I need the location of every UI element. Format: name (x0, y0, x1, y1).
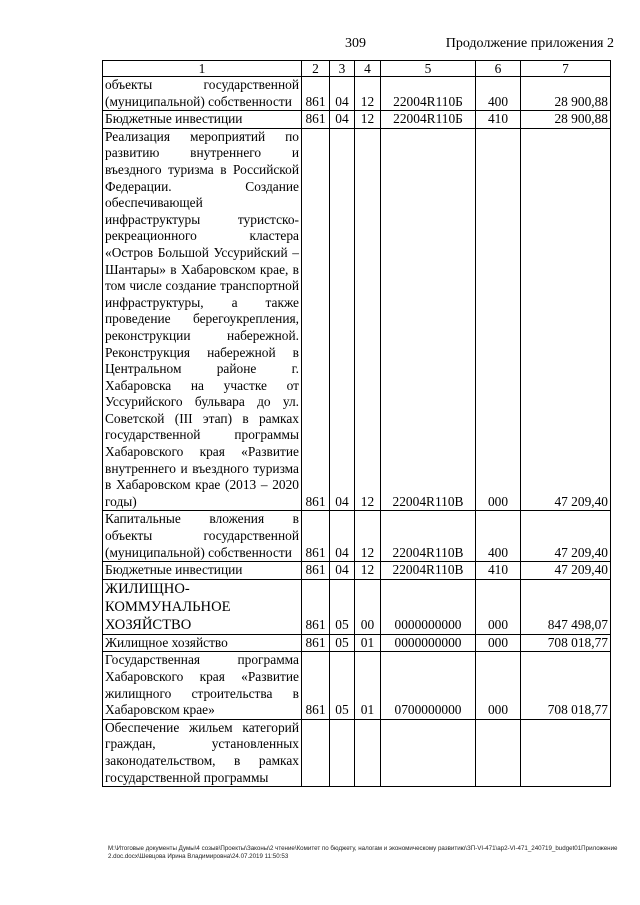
row-code-target-article: 22004R110В (381, 562, 476, 580)
row-amount: 708 018,77 (521, 652, 611, 719)
row-amount (521, 719, 611, 786)
row-code-section (330, 719, 355, 786)
row-code-section: 04 (330, 111, 355, 129)
table-row (103, 111, 611, 129)
row-code-expense-type (476, 719, 521, 786)
row-code-expense-type: 410 (476, 111, 521, 129)
row-code-subsection: 01 (355, 652, 381, 719)
row-code-subsection: 12 (355, 77, 381, 111)
row-code-expense-type: 000 (476, 128, 521, 511)
row-code-expense-type: 000 (476, 652, 521, 719)
table-row (103, 579, 611, 634)
row-name: Бюджетные инвестиции (103, 562, 302, 580)
row-amount: 28 900,88 (521, 111, 611, 129)
row-code-expense-type: 400 (476, 511, 521, 562)
file-path-footer: М:\Итоговые документы Думы\4 созыв\Проекты\Законы\2 чтение\Комитет по бюджету, налогам и экономическому развитию\ЗП-VI-471\ар2-VI-471_240719_budget01Приложение 2.doc.docx\Шевцова Ирина Владимировна\24.07.2019 11:50:53 (108, 845, 620, 861)
row-name: Государственная программа Хабаровского края «Развитие жилищного строительства в Хабаровском крае» (103, 652, 302, 719)
column-number: 6 (476, 61, 521, 77)
table-row (103, 634, 611, 652)
row-name: Жилищное хозяйство (103, 634, 302, 652)
column-number: 5 (381, 61, 476, 77)
row-name: ЖИЛИЩНО-КОММУНАЛЬНОЕ ХОЗЯЙСТВО (103, 579, 302, 634)
table-row (103, 511, 611, 562)
row-code-target-article (381, 719, 476, 786)
column-number: 7 (521, 61, 611, 77)
table-row (103, 719, 611, 786)
row-amount: 47 209,40 (521, 562, 611, 580)
budget-table (102, 60, 611, 787)
row-code-main-admin: 861 (302, 562, 330, 580)
row-amount: 708 018,77 (521, 634, 611, 652)
row-code-section: 05 (330, 579, 355, 634)
row-name: Бюджетные инвестиции (103, 111, 302, 129)
table-row (103, 128, 611, 511)
table-row (103, 652, 611, 719)
row-code-subsection: 12 (355, 562, 381, 580)
page-number: 309 (345, 36, 366, 51)
row-amount: 47 209,40 (521, 511, 611, 562)
table-row (103, 77, 611, 111)
column-number: 1 (103, 61, 302, 77)
row-code-subsection (355, 719, 381, 786)
row-code-section: 04 (330, 77, 355, 111)
continuation-title: Продолжение приложения 2 (445, 36, 614, 51)
row-code-subsection: 00 (355, 579, 381, 634)
row-code-main-admin: 861 (302, 634, 330, 652)
row-code-target-article: 0700000000 (381, 652, 476, 719)
row-code-section: 04 (330, 562, 355, 580)
column-number-row (103, 61, 611, 77)
table-row (103, 562, 611, 580)
row-code-section: 04 (330, 128, 355, 511)
row-code-target-article: 22004R110Б (381, 111, 476, 129)
row-code-main-admin: 861 (302, 511, 330, 562)
row-code-expense-type: 400 (476, 77, 521, 111)
row-code-subsection: 12 (355, 111, 381, 129)
row-code-main-admin: 861 (302, 111, 330, 129)
row-code-section: 05 (330, 634, 355, 652)
row-amount: 847 498,07 (521, 579, 611, 634)
row-name: Реализация мероприятий по развитию внутреннего и въездного туризма в Российской Федерации. Создание обеспечивающей инфраструктуры туристско-рекреационного кластера «Остров Большой Уссурийский – Шантары» в Хабаровском крае, в том числе создание транспортной инфраструктуры, а также проведение берегоукрепления, реконструкции набережной. Реконструкция набережной в Центральном районе г. Хабаровска на участке от Уссурийского бульвара до ул. Советской (III этап) в рамках государственной программы Хабаровского края «Развитие внутреннего и въездного туризма в Хабаровском крае (2013 – 2020 годы) (103, 128, 302, 511)
row-code-section: 04 (330, 511, 355, 562)
column-number: 3 (330, 61, 355, 77)
row-code-expense-type: 410 (476, 562, 521, 580)
row-code-target-article: 22004R110В (381, 128, 476, 511)
row-code-target-article: 22004R110В (381, 511, 476, 562)
row-code-main-admin: 861 (302, 579, 330, 634)
row-code-section: 05 (330, 652, 355, 719)
row-code-target-article: 0000000000 (381, 634, 476, 652)
row-amount: 28 900,88 (521, 77, 611, 111)
row-code-expense-type: 000 (476, 634, 521, 652)
column-number: 4 (355, 61, 381, 77)
row-code-expense-type: 000 (476, 579, 521, 634)
row-name: Капитальные вложения в объекты государственной (муниципальной) собственности (103, 511, 302, 562)
row-name: объекты государственной (муниципальной) собственности (103, 77, 302, 111)
row-code-main-admin: 861 (302, 128, 330, 511)
row-code-subsection: 12 (355, 128, 381, 511)
row-code-subsection: 01 (355, 634, 381, 652)
row-code-target-article: 22004R110Б (381, 77, 476, 111)
row-code-target-article: 0000000000 (381, 579, 476, 634)
column-number: 2 (302, 61, 330, 77)
row-code-subsection: 12 (355, 511, 381, 562)
row-amount: 47 209,40 (521, 128, 611, 511)
row-code-main-admin (302, 719, 330, 786)
row-name: Обеспечение жильем категорий граждан, установленных законодательством, в рамках государственной программы (103, 719, 302, 786)
row-code-main-admin: 861 (302, 77, 330, 111)
row-code-main-admin: 861 (302, 652, 330, 719)
